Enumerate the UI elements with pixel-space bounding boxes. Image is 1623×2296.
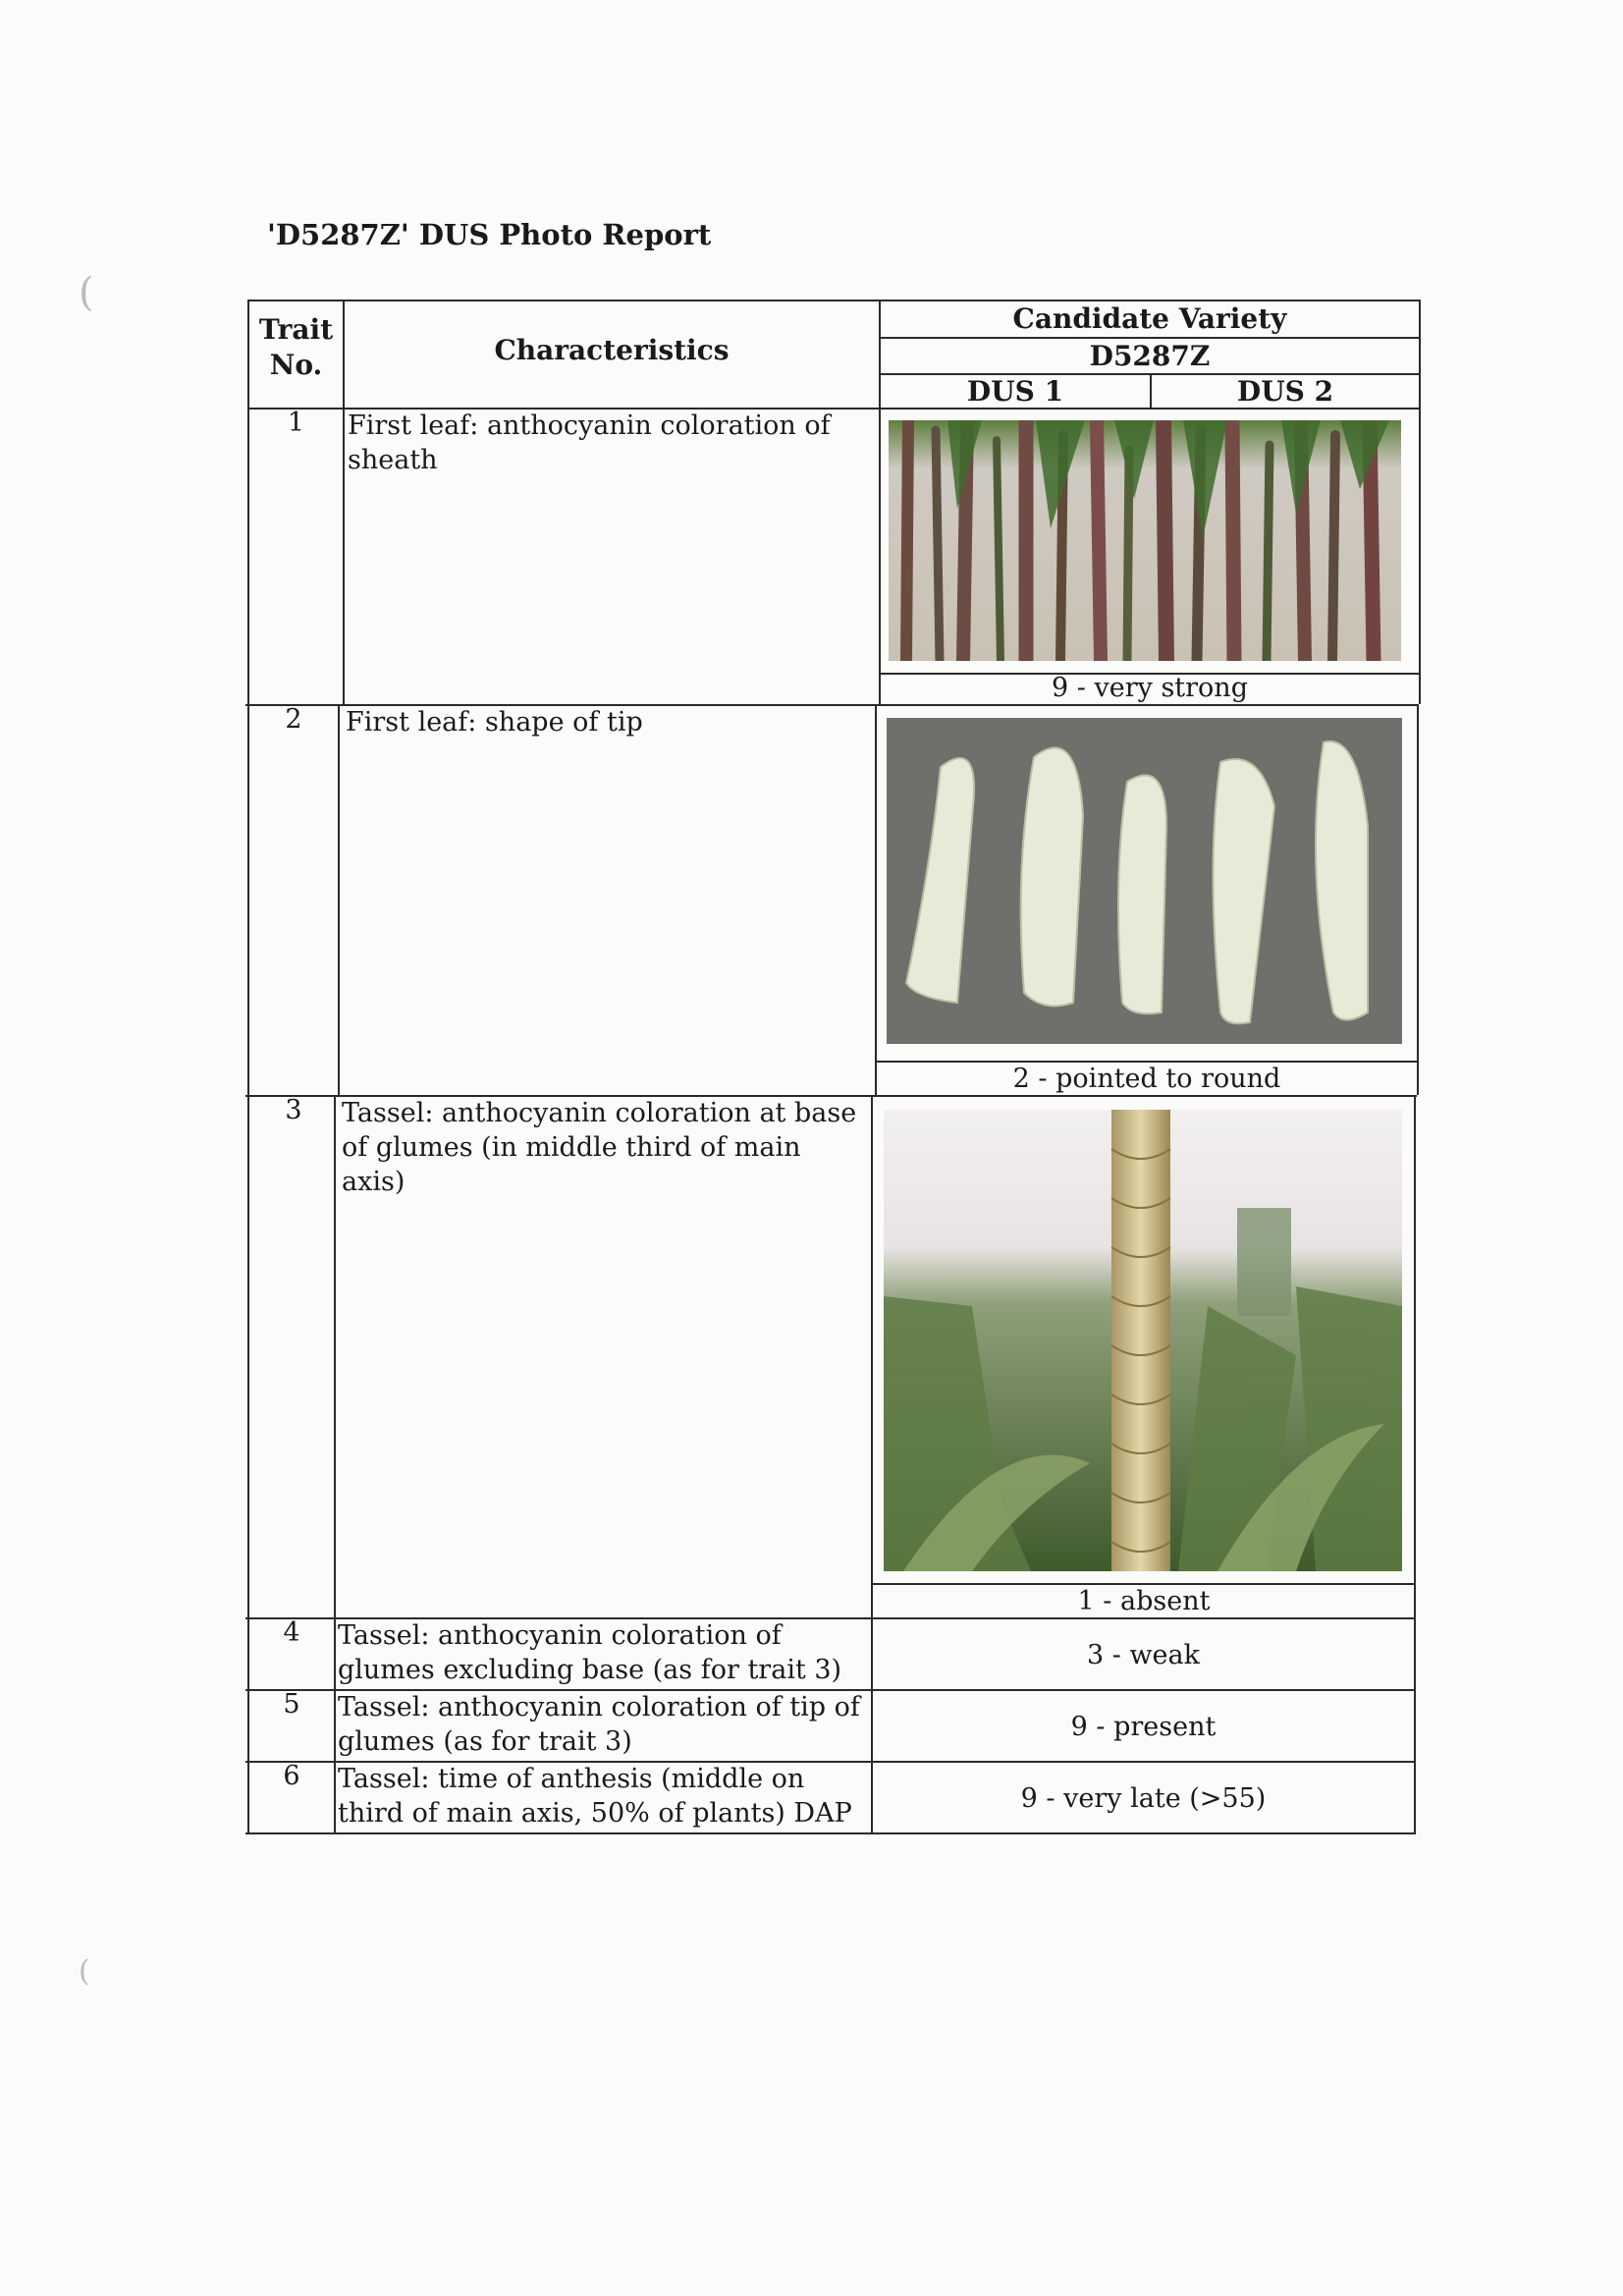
trait-result: 9 - very late (>55) — [1020, 1783, 1267, 1814]
leaf-sheath-photo — [889, 420, 1401, 661]
scan-mark: ( — [79, 270, 94, 315]
column-divider — [875, 704, 877, 1095]
trait-result: 3 - weak — [1086, 1640, 1200, 1670]
page-title: 'D5287Z' DUS Photo Report — [267, 218, 712, 251]
trait-number: 2 — [285, 704, 302, 735]
characteristic-text: Tassel: anthocyanin coloration of glumes excluding base (as for trait 3) — [338, 1620, 842, 1685]
leaf-tip-photo — [887, 718, 1402, 1044]
characteristic-text: Tassel: anthocyanin coloration at base of glumes (in middle third of main axis) — [342, 1098, 857, 1197]
characteristic-text: Tassel: anthocyanin coloration of tip of glumes (as for trait 3) — [338, 1692, 860, 1757]
characteristics-header: Characteristics — [494, 334, 730, 366]
trait-result: 2 - pointed to round — [1012, 1064, 1281, 1094]
tassel-photo — [884, 1110, 1402, 1571]
trait-number: 6 — [283, 1761, 300, 1791]
scan-mark: ( — [79, 1954, 90, 1989]
trait-number: 5 — [283, 1689, 300, 1720]
dus2-header: DUS 2 — [1236, 375, 1334, 408]
trait-no-header: Trait No. — [258, 313, 334, 381]
table-right-border — [1417, 704, 1419, 1095]
trait-result: 9 - very strong — [1052, 673, 1248, 703]
trait-number: 3 — [285, 1095, 302, 1125]
trait-number: 1 — [287, 408, 305, 438]
column-divider — [334, 1095, 336, 1834]
dus1-header: DUS 1 — [966, 375, 1064, 408]
trait-result: 1 - absent — [1077, 1586, 1211, 1616]
table-bottom-border — [245, 1832, 1415, 1834]
column-divider — [338, 704, 340, 1095]
characteristic-text: Tassel: time of anthesis (middle on third of main axis, 50% of plants) DAP — [338, 1764, 852, 1829]
table-left-border — [247, 300, 249, 1834]
table-right-border — [1419, 300, 1421, 704]
table-right-border — [1414, 1095, 1416, 1834]
characteristic-text: First leaf: shape of tip — [346, 707, 643, 738]
trait-number: 4 — [283, 1617, 300, 1648]
characteristic-text: First leaf: anthocyanin coloration of sheath — [348, 410, 831, 475]
trait-result: 9 - present — [1070, 1712, 1217, 1742]
candidate-variety-header: Candidate Variety — [1012, 302, 1287, 335]
variety-name-header: D5287Z — [1089, 340, 1211, 372]
